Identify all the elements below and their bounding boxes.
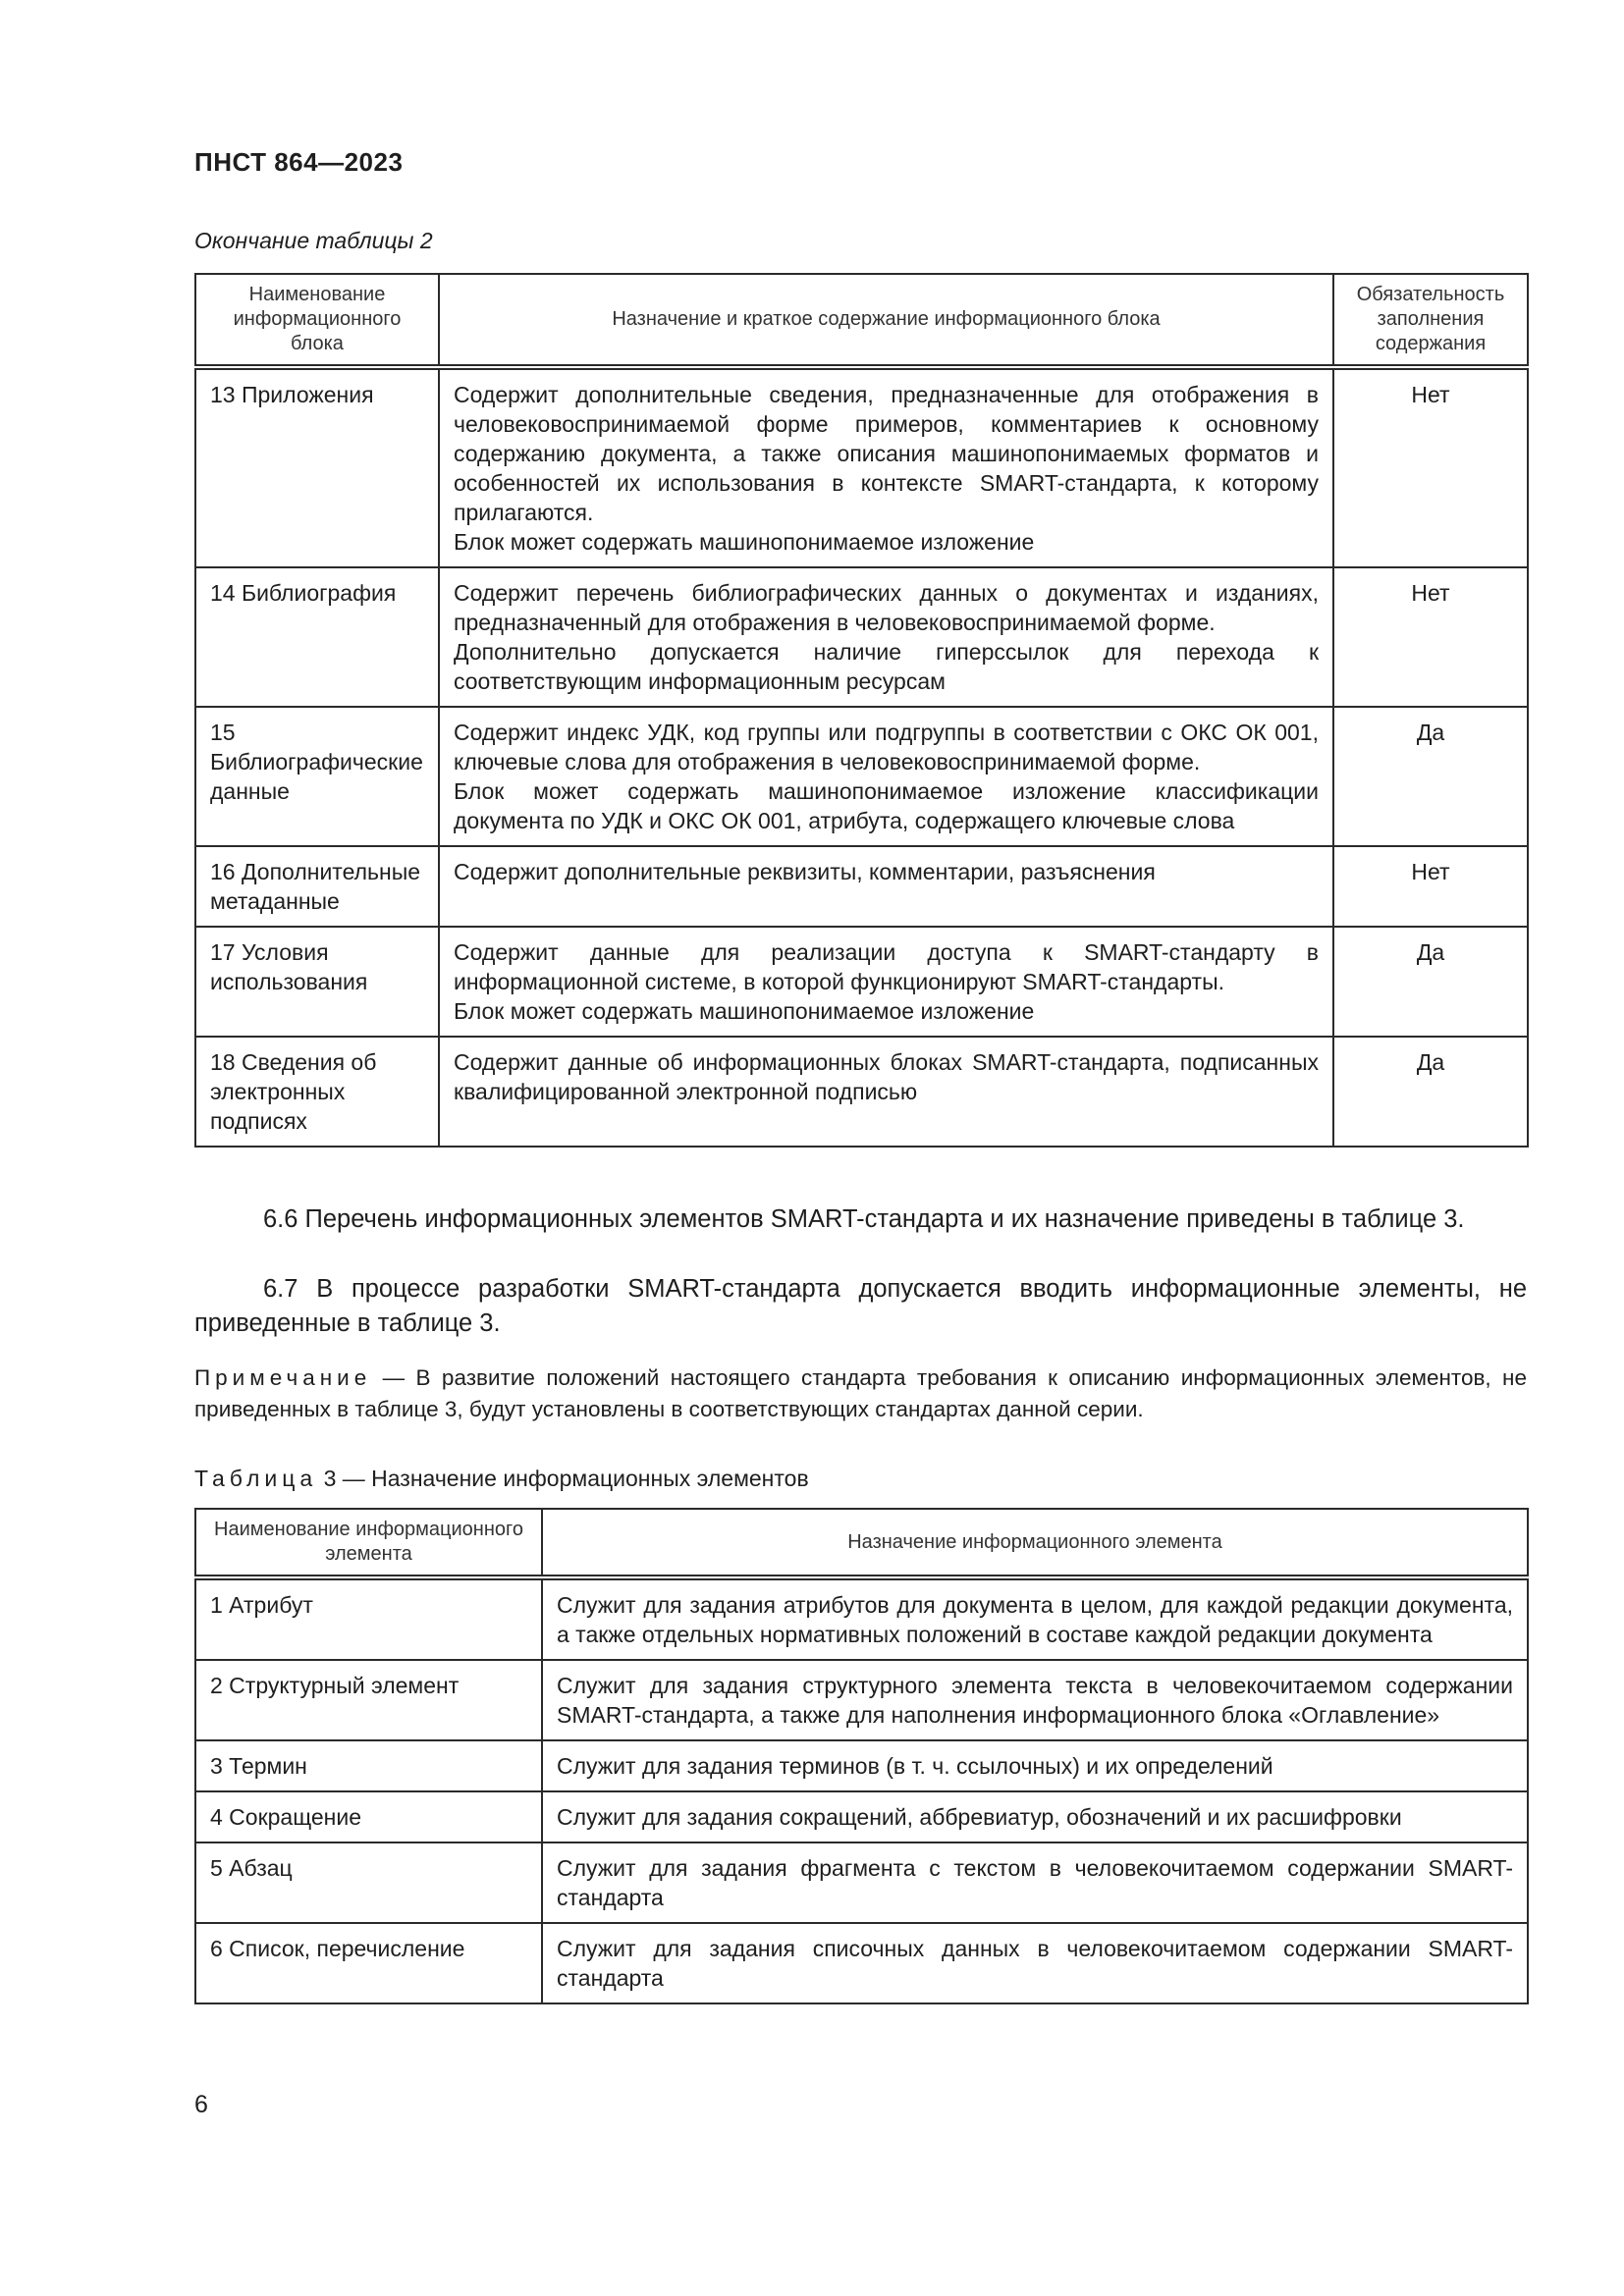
element-purpose: Служит для задания сокращений, аббревиатур, обозначений и их расшифровки (542, 1791, 1528, 1842)
block-name: 17 Условия использования (195, 927, 439, 1037)
table-row (195, 707, 1528, 846)
table3-header-purpose: Назначение информационного элемента (542, 1509, 1528, 1577)
element-name: 5 Абзац (195, 1842, 542, 1923)
element-purpose: Служит для задания фрагмента с текстом в человекочитаемом содержании SMART-стандарта (542, 1842, 1528, 1923)
element-purpose: Служит для задания атрибутов для документа в целом, для каждой редакции документа, а также отдельных нормативных положений в составе каждой редакции документа (542, 1577, 1528, 1660)
block-name: 16 Дополнительные метаданные (195, 846, 439, 927)
content-line: Содержит данные об информационных блоках SMART-стандарта, подписанных квалифицированной электронной подписью (454, 1049, 1319, 1104)
content-line: Блок может содержать машинопонимаемое изложение (454, 529, 1035, 555)
table3-caption (194, 1466, 809, 1492)
block-required: Нет (1333, 367, 1528, 567)
content-line: Содержит дополнительные сведения, предназначенные для отображения в человековоспринимаемой форме примеров, комментариев к основному содержанию документа, а также описания машинопонимаемых форматов и особенностей их использования в контексте SMART-стандарта, к которому прилагаются. (454, 382, 1319, 525)
content-line: Содержит дополнительные реквизиты, комментарии, разъяснения (454, 859, 1156, 884)
note (194, 1362, 1527, 1425)
paragraph-text: 6.6 Перечень информационных элементов SMART-стандарта и их назначение приведены в таблице 3. (263, 1205, 1465, 1233)
element-name: 4 Сокращение (195, 1791, 542, 1842)
block-required: Да (1333, 1037, 1528, 1147)
block-required: Нет (1333, 846, 1528, 927)
table3-caption-text: 3 — Назначение информационных элементов (317, 1466, 809, 1491)
table2-header-content: Назначение и краткое содержание информационного блока (439, 274, 1333, 367)
table2-caption: Окончание таблицы 2 (194, 228, 433, 253)
table3-header-row (195, 1509, 1528, 1577)
table2-header-required: Обязательность заполнения содержания (1333, 274, 1528, 367)
table2-header-row (195, 274, 1528, 367)
block-content (439, 1037, 1333, 1147)
block-content (439, 367, 1333, 567)
element-name: 6 Список, перечисление (195, 1923, 542, 2003)
block-name: 18 Сведения об электронных подписях (195, 1037, 439, 1147)
element-name: 3 Термин (195, 1740, 542, 1791)
table3-header-name: Наименование информационного элемента (195, 1509, 542, 1577)
block-name: 15 Библиографические данные (195, 707, 439, 846)
table-row (195, 1740, 1528, 1791)
element-purpose: Служит для задания списочных данных в человекочитаемом содержании SMART-стандарта (542, 1923, 1528, 2003)
note-text: — В развитие положений настоящего стандарта требования к описанию информационных элементов, не приведенных в таблице 3, будут установлены в соответствующих стандартах данной серии. (194, 1365, 1527, 1421)
table-row (195, 846, 1528, 927)
element-purpose: Служит для задания терминов (в т. ч. ссылочных) и их определений (542, 1740, 1528, 1791)
content-line: Блок может содержать машинопонимаемое изложение классификации документа по УДК и ОКС ОК 001, атрибута, содержащего ключевые слова (454, 778, 1319, 833)
block-content (439, 707, 1333, 846)
element-purpose: Служит для задания структурного элемента текста в человекочитаемом содержании SMART-стандарта, а также для наполнения информационного блока «Оглавление» (542, 1660, 1528, 1740)
paragraph-text: 6.7 В процессе разработки SMART-стандарта допускается вводить информационные элементы, не приведенные в таблице 3. (194, 1275, 1527, 1337)
table-row (195, 567, 1528, 707)
table-2 (194, 273, 1529, 1148)
block-name: 14 Библиография (195, 567, 439, 707)
block-required: Да (1333, 707, 1528, 846)
paragraph-6-7 (194, 1272, 1527, 1341)
document-code: ПНСТ 864—2023 (194, 147, 404, 177)
content-line: Блок может содержать машинопонимаемое изложение (454, 998, 1035, 1024)
table-row (195, 1577, 1528, 1660)
table-row (195, 1842, 1528, 1923)
block-name: 13 Приложения (195, 367, 439, 567)
table-row (195, 1923, 1528, 2003)
table2-header-name: Наименование информационного блока (195, 274, 439, 367)
block-required: Нет (1333, 567, 1528, 707)
content-line: Содержит данные для реализации доступа к SMART-стандарту в информационной системе, в которой функционируют SMART-стандарты. (454, 939, 1319, 994)
table-3 (194, 1508, 1529, 2004)
table-row (195, 1791, 1528, 1842)
content-line: Содержит перечень библиографических данных о документах и изданиях, предназначенный для отображения в человековоспринимаемой форме. (454, 580, 1319, 635)
content-line: Дополнительно допускается наличие гиперссылок для перехода к соответствующим информационным ресурсам (454, 639, 1319, 694)
table3-caption-label: Таблица (194, 1466, 318, 1491)
table-row (195, 927, 1528, 1037)
element-name: 2 Структурный элемент (195, 1660, 542, 1740)
block-required: Да (1333, 927, 1528, 1037)
paragraph-6-6 (194, 1202, 1527, 1237)
table-row (195, 1660, 1528, 1740)
page-number: 6 (194, 2091, 208, 2118)
block-content (439, 846, 1333, 927)
content-line: Содержит индекс УДК, код группы или подгруппы в соответствии с ОКС ОК 001, ключевые слова для отображения в человековоспринимаемой форме. (454, 720, 1319, 774)
table-row (195, 367, 1528, 567)
table-row (195, 1037, 1528, 1147)
element-name: 1 Атрибут (195, 1577, 542, 1660)
note-label: Примечание (194, 1365, 372, 1390)
block-content (439, 927, 1333, 1037)
block-content (439, 567, 1333, 707)
